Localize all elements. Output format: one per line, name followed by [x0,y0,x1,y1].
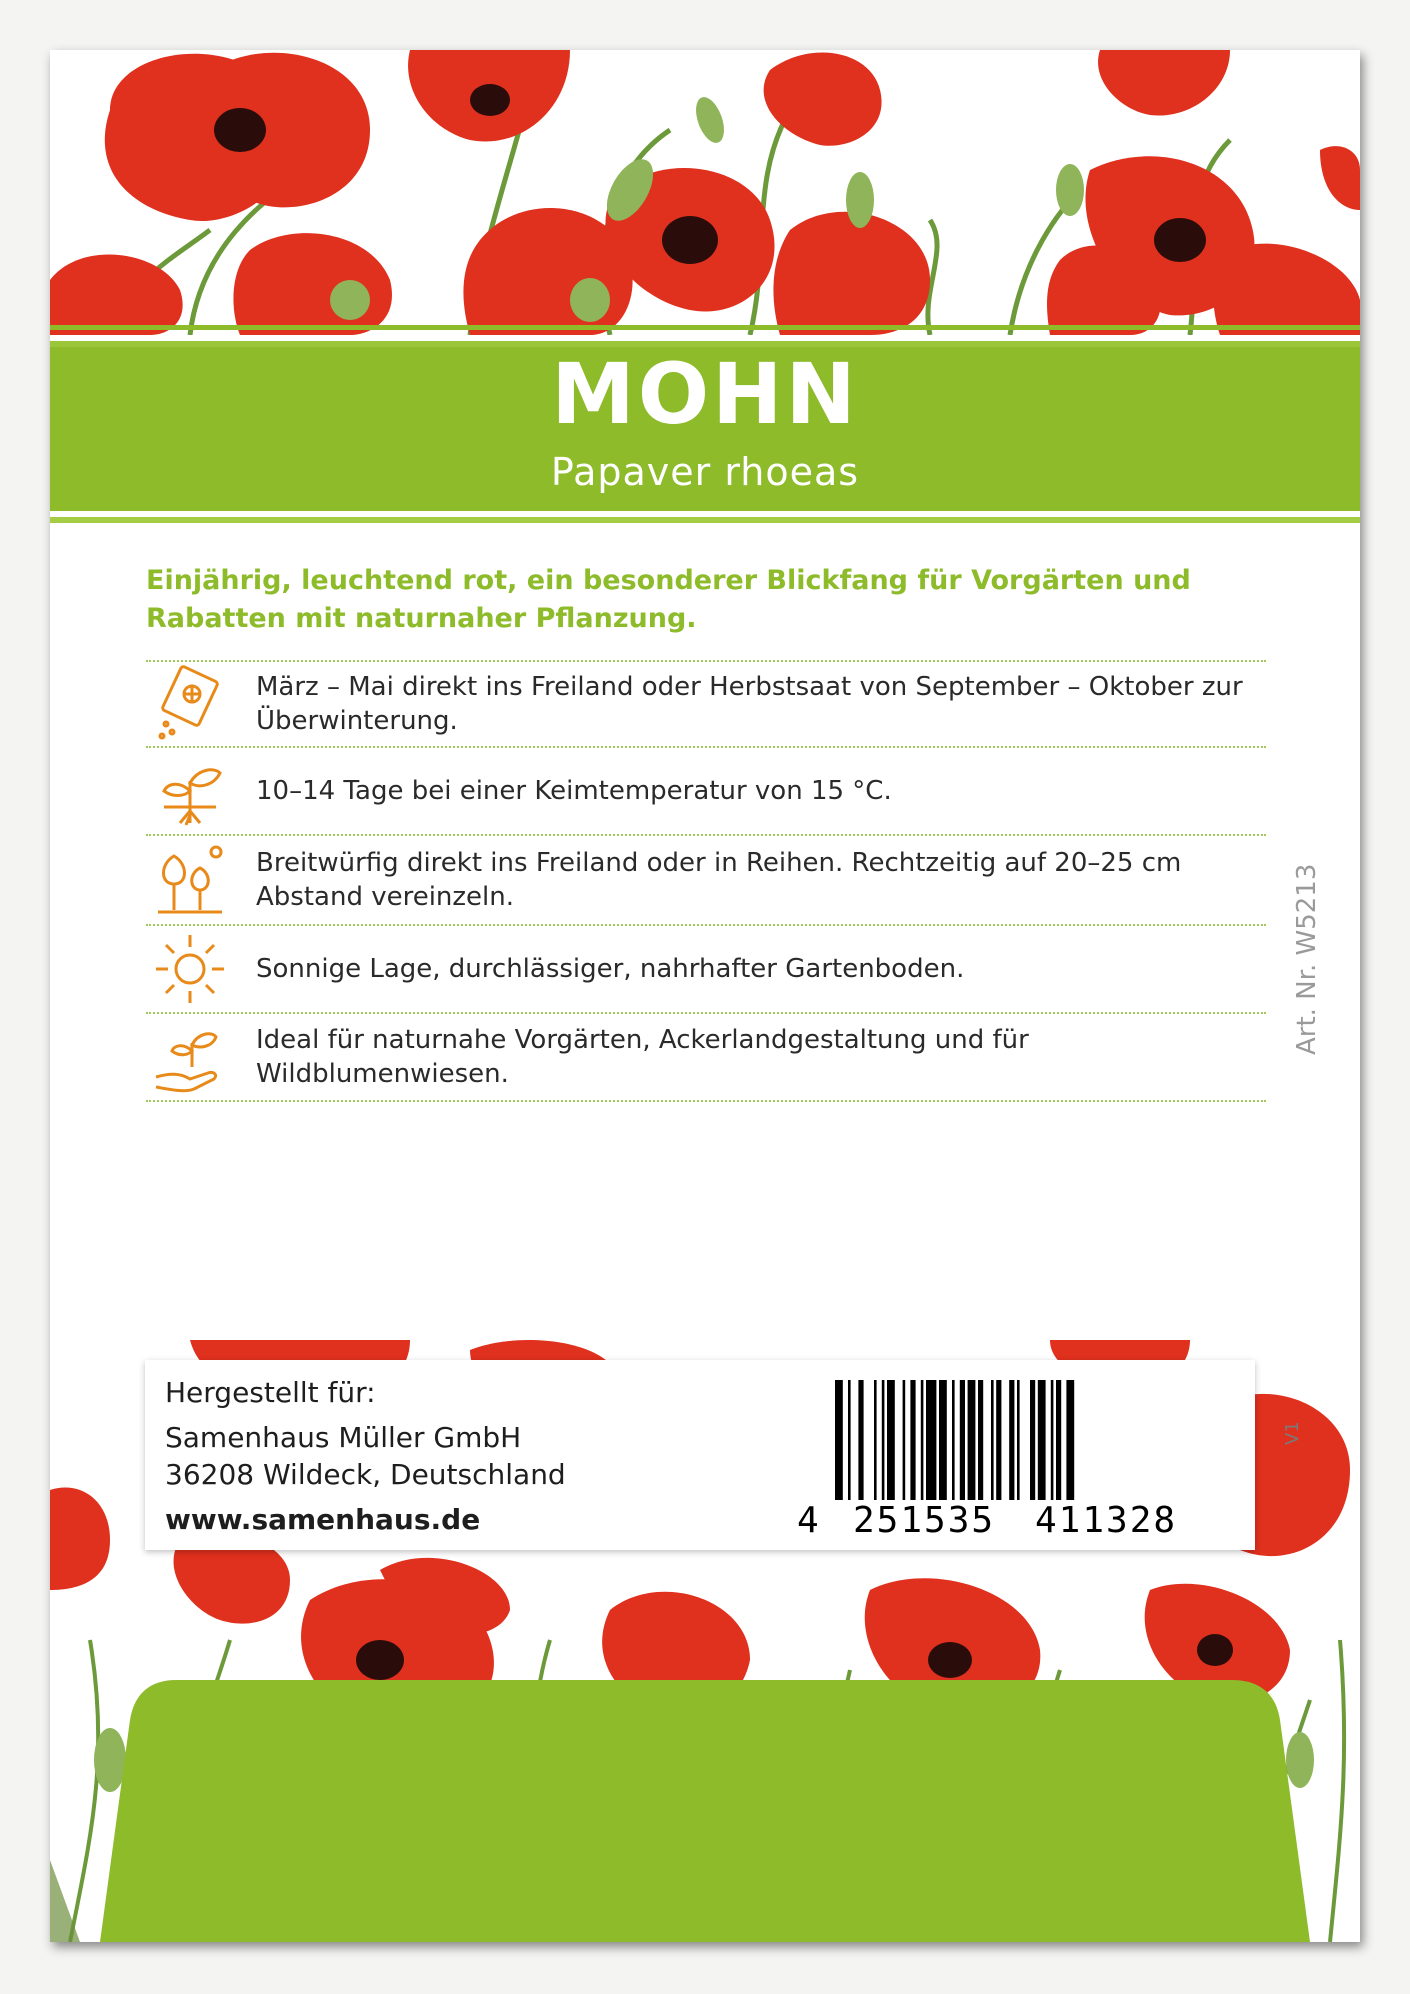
info-row-text: 10–14 Tage bei einer Keimtemperatur von 15 °C. [256,776,892,806]
product-intro: Einjährig, leuchtend rot, ein besonderer Blickfang für Vorgärten und Rabatten mit naturnaher Pflanzung. [146,565,1191,634]
info-row-text: Breitwürfig direkt ins Freiland oder in Reihen. Rechtzeitig auf 20–25 cm Abstand vereinzeln. [256,848,1182,912]
barcode-bar [1038,1380,1046,1500]
manufacturer-company: Samenhaus Müller GmbH [165,1421,522,1454]
barcode-bar [848,1380,851,1500]
poppy-top-illustration [50,50,1360,335]
barcode-bar [1051,1380,1054,1500]
info-row-text: März – Mai direkt ins Freiland oder Herbstsaat von September – Oktober zur Überwinterung. [256,672,1243,736]
plant-spacing-icon [150,840,230,920]
seed-packet-back [50,50,1360,1942]
manufacturer-info [165,1374,566,1538]
barcode-bar [835,1380,843,1500]
band-divider-green [50,517,1360,523]
manufacturer-website[interactable]: www.samenhaus.de [165,1503,481,1536]
barcode-bar [960,1380,965,1500]
barcode-first-digit: 4 [797,1500,819,1540]
barcode-bar [952,1380,955,1500]
barcode-bar [910,1380,915,1500]
barcode-bar [996,1380,1001,1500]
product-title: MOHN [551,345,859,443]
manufacturer-box [145,1360,1255,1550]
barcode-bar [939,1380,947,1500]
barcode-bar [1030,1380,1035,1500]
manufacturer-address: 36208 Wildeck, Deutschland [165,1458,566,1491]
barcode-right-digits: 411328 [1035,1500,1178,1540]
packet-flap [50,1680,1360,1942]
barcode-bar [887,1380,895,1500]
latin-name: Papaver rhoeas [550,450,860,494]
barcode-bar [1017,1380,1020,1500]
ean-barcode [795,1380,1215,1540]
info-row-germination [146,746,1266,834]
info-row-location [146,924,1266,1012]
barcode-left-digits: 251535 [853,1500,996,1540]
barcode-bar [978,1380,983,1500]
barcode-bar [874,1380,877,1500]
barcode-bar [968,1380,976,1500]
barcode-bar [882,1380,885,1500]
info-row-text: Sonnige Lage, durchlässiger, nahrhafter Gartenboden. [256,954,965,984]
barcode-bar [926,1380,936,1500]
article-number: Art. Nr. W5213 [1292,863,1322,1055]
band-divider-top [50,325,1360,330]
hand-plant-icon [150,1017,230,1097]
barcode-bar [858,1380,863,1500]
version-mark: V1 [1282,1421,1303,1445]
barcode-bar [1009,1380,1014,1500]
info-row-sowing [146,660,1266,746]
info-list [146,660,1266,1102]
seed-packet-icon [150,664,230,744]
barcode-bar [1056,1380,1061,1500]
barcode-bar [1066,1380,1074,1500]
barcode-bar [991,1380,994,1500]
info-row-usage [146,1012,1266,1102]
info-row-spacing [146,834,1266,924]
band-divider [50,512,1360,516]
barcode-bar [903,1380,906,1500]
sun-icon [150,929,230,1009]
info-row-text: Ideal für naturnahe Vorgärten, Ackerlandgestaltung und für Wildblumenwiesen. [256,1025,1029,1089]
barcode-bar [921,1380,924,1500]
seedling-icon [150,751,230,831]
manufacturer-label: Hergestellt für: [165,1376,376,1409]
